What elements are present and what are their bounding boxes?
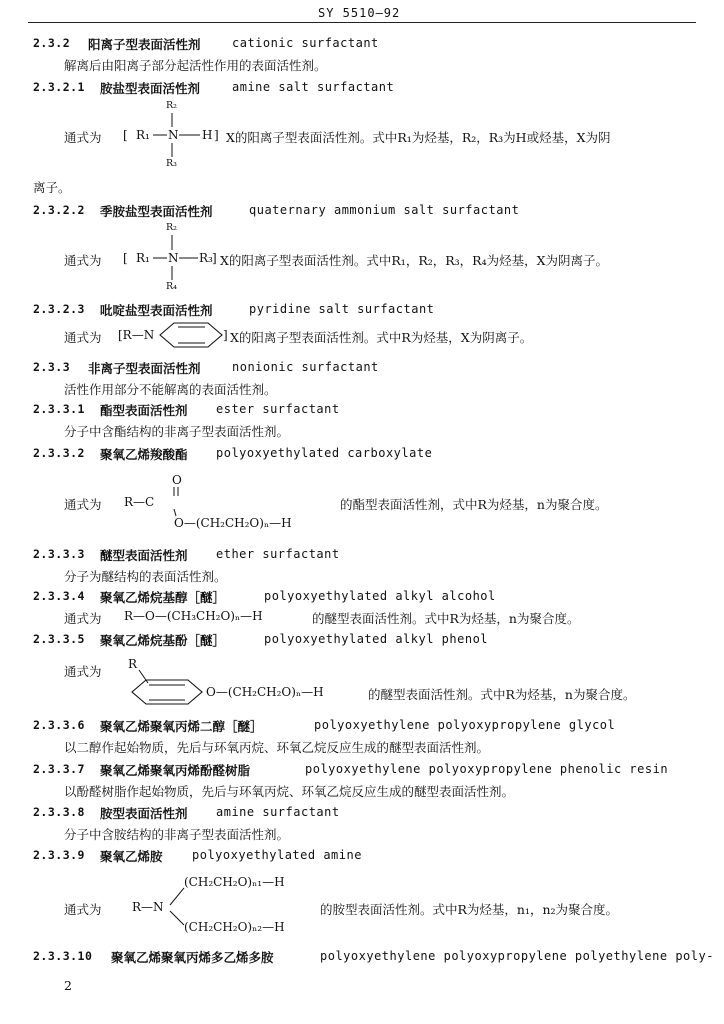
formula-nitrogen: N: [168, 128, 179, 142]
formula-r1: R₁: [136, 251, 150, 265]
formula-prefix: 通式为: [64, 253, 102, 268]
formula-open-bracket: [: [123, 251, 128, 265]
section-title-zh: 聚氧乙烯羧酸酯: [100, 447, 188, 462]
formula-close-bracket: ]: [214, 128, 219, 142]
section-title-en: polyoxyethylated alkyl alcohol: [264, 589, 496, 603]
formula-description-cont: 离子。: [33, 180, 71, 195]
formula-prefix: 通式为: [64, 330, 102, 345]
formula-chain: O—(CH₂CH₂O)ₙ—H: [174, 516, 292, 530]
section-title-zh: 聚氧乙烯烷基醇［醚］: [100, 590, 226, 605]
formula-bottom-chain: (CH₂CH₂O)ₙ₂—H: [184, 920, 285, 934]
formula-r: R—C: [124, 495, 155, 509]
section-number: 2.3.3.10: [33, 949, 93, 963]
formula-description: X的阳离子型表面活性剂。式中R为烃基，X为阴离子。: [230, 330, 533, 345]
formula-description: 的醚型表面活性剂。式中R为烃基，n为聚合度。: [312, 611, 580, 626]
formula-description: 的醚型表面活性剂。式中R为烃基，n为聚合度。: [368, 687, 636, 702]
section-number: 2.3.3.4: [33, 589, 85, 603]
section-number: 2.3.3.8: [33, 805, 85, 819]
section-title-zh: 胺盐型表面活性剂: [100, 81, 201, 96]
formula-r2: R₂: [166, 100, 177, 111]
section-number: 2.3.2.1: [33, 80, 85, 94]
section-body: 分子中含胺结构的非离子型表面活性剂。: [64, 827, 290, 842]
formula-rn: R—N: [132, 900, 164, 914]
formula-r: R: [128, 657, 138, 671]
section-title-en: amine surfactant: [216, 805, 340, 819]
formula-top-chain: (CH₂CH₂O)ₙ₁—H: [184, 875, 285, 889]
section-title-en: polyoxyethylene polyoxypropylene polyethylene poly-: [320, 949, 714, 963]
formula-left: [R—N: [118, 328, 155, 342]
formula-prefix: 通式为: [64, 611, 102, 626]
formula-r3: R₃: [199, 251, 213, 265]
section-number: 2.3.2.2: [33, 203, 85, 217]
section-title-zh: 聚氧乙烯胺: [100, 849, 163, 864]
section-number: 2.3.3.9: [33, 848, 85, 862]
section-number: 2.3.3.5: [33, 632, 85, 646]
formula-r1: R₁: [136, 128, 150, 142]
formula-open-bracket: [: [123, 128, 128, 142]
formula-r3: R₃: [166, 158, 177, 169]
section-body: 分子中含酯结构的非离子型表面活性剂。: [64, 424, 290, 439]
section-title-en: nonionic surfactant: [232, 360, 379, 374]
section-body: 解离后由阳离子部分起活性作用的表面活性剂。: [64, 58, 327, 73]
section-title-zh: 季胺盐型表面活性剂: [100, 204, 213, 219]
page-number: 2: [64, 978, 72, 993]
section-number: 2.3.3.1: [33, 402, 85, 416]
section-title-zh: 阳离子型表面活性剂: [88, 37, 201, 52]
formula-close-bracket: ]: [223, 328, 228, 342]
section-title-en: ester surfactant: [216, 402, 340, 416]
formula-description: 的酯型表面活性剂，式中R为烃基，n为聚合度。: [340, 497, 608, 512]
section-body: 以二醇作起始物质，先后与环氧丙烷、环氧乙烷反应生成的醚型表面活性剂。: [64, 740, 490, 755]
section-number: 2.3.2: [33, 36, 71, 50]
section-title-zh: 聚氧乙烯聚氧丙烯二醇［醚］: [100, 719, 263, 734]
formula-hydrogen: H: [202, 128, 213, 142]
section-title-zh: 聚氧乙烯烷基酚［醚］: [100, 633, 226, 648]
formula-description: X的阳离子型表面活性剂。式中R₁，R₂，R₃，R₄为烃基，X为阴离子。: [220, 253, 608, 268]
section-title-en: polyoxyethylated carboxylate: [216, 446, 433, 460]
section-body: 分子为醚结构的表面活性剂。: [64, 569, 227, 584]
formula-description: 的胺型表面活性剂。式中R为烃基，n₁，n₂为聚合度。: [320, 902, 619, 917]
section-number: 2.3.3: [33, 360, 71, 374]
formula-close-bracket: ]: [212, 251, 217, 265]
formula-prefix: 通式为: [64, 497, 102, 512]
section-number: 2.3.3.6: [33, 718, 85, 732]
section-number: 2.3.3.3: [33, 547, 85, 561]
section-title-en: quaternary ammonium salt surfactant: [249, 203, 520, 217]
section-title-zh: 醚型表面活性剂: [100, 548, 188, 563]
section-body: 活性作用部分不能解离的表面活性剂。: [64, 382, 277, 397]
formula-chain: O—(CH₂CH₂O)ₙ—H: [206, 685, 324, 699]
formula-inline: R—O—(CH₃CH₂O)ₙ—H: [124, 609, 263, 623]
formula-r2: R₂: [166, 222, 177, 233]
section-title-en: ether surfactant: [216, 547, 340, 561]
section-title-en: cationic surfactant: [232, 36, 379, 50]
section-number: 2.3.3.2: [33, 446, 85, 460]
section-title-zh: 聚氧乙烯聚氧丙烯多乙烯多胺: [111, 950, 274, 965]
section-title-zh: 酯型表面活性剂: [100, 403, 188, 418]
doc-code: SY 5510—92: [318, 6, 401, 20]
section-title-zh: 非离子型表面活性剂: [88, 361, 201, 376]
formula-prefix: 通式为: [64, 130, 102, 145]
section-title-en: amine salt surfactant: [232, 80, 395, 94]
section-title-en: pyridine salt surfactant: [249, 302, 435, 316]
section-number: 2.3.2.3: [33, 302, 85, 316]
section-title-en: polyoxyethylated amine: [192, 848, 362, 862]
section-body: 以酚醛树脂作起始物质，先后与环氧丙烷、环氧乙烷反应生成的醚型表面活性剂。: [64, 784, 515, 799]
formula-description: X的阳离子型表面活性剂。式中R₁为烃基，R₂，R₃为H或烃基，X为阴: [226, 130, 611, 145]
formula-prefix: 通式为: [64, 902, 102, 917]
section-number: 2.3.3.7: [33, 762, 85, 776]
section-title-en: polyoxyethylene polyoxypropylene phenolic resin: [305, 762, 669, 776]
formula-nitrogen: N: [168, 251, 179, 265]
section-title-zh: 聚氧乙烯聚氧丙烯酚醛树脂: [100, 763, 251, 778]
formula-r4: R₄: [166, 281, 177, 292]
section-title-en: polyoxyethylated alkyl phenol: [264, 632, 489, 646]
formula-oxygen-top: O: [172, 473, 182, 487]
formula-prefix: 通式为: [64, 664, 102, 679]
section-title-en: polyoxyethylene polyoxypropylene glycol: [314, 718, 616, 732]
section-title-zh: 吡啶盐型表面活性剂: [100, 303, 213, 318]
section-title-zh: 胺型表面活性剂: [100, 806, 188, 821]
